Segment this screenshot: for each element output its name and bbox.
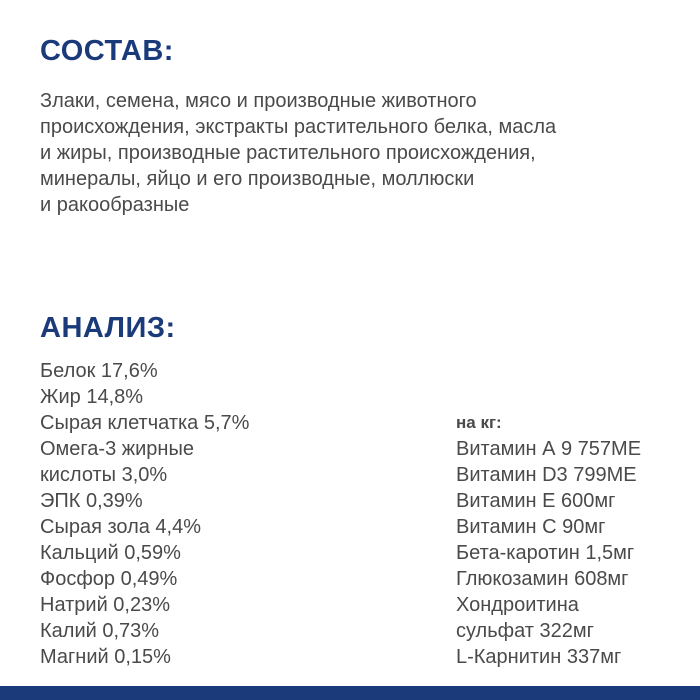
composition-line: Злаки, семена, мясо и производные животного (40, 90, 477, 112)
analysis-item: Фосфор 0,49% (40, 568, 178, 590)
vitamins-list (456, 436, 641, 670)
vitamin-item: L-Карнитин 337мг (456, 646, 622, 668)
vitamin-item: Витамин А 9 757МЕ (456, 438, 642, 460)
analysis-item: Магний 0,15% (40, 646, 171, 668)
bottom-accent-bar (0, 686, 700, 700)
analysis-item: Омега-3 жирные (40, 438, 194, 460)
composition-heading: СОСТАВ: (40, 35, 174, 67)
analysis-item: Натрий 0,23% (40, 594, 171, 616)
analysis-item: Калий 0,73% (40, 620, 160, 642)
vitamin-item: Витамин С 90мг (456, 516, 606, 538)
vitamin-item: Бета-каротин 1,5мг (456, 542, 635, 564)
analysis-item: кислоты 3,0% (40, 464, 168, 486)
composition-text (40, 88, 670, 218)
vitamin-item: Глюкозамин 608мг (456, 568, 629, 590)
analysis-heading: АНАЛИЗ: (40, 312, 176, 344)
composition-line: происхождения, экстракты растительного белка, масла (40, 116, 557, 138)
composition-line: и ракообразные (40, 194, 190, 216)
analysis-item: Белок 17,6% (40, 360, 158, 382)
composition-line: минералы, яйцо и его производные, моллюски (40, 168, 475, 190)
analysis-list (40, 358, 249, 670)
vitamin-item: Витамин D3 799МЕ (456, 464, 637, 486)
analysis-item: Жир 14,8% (40, 386, 144, 408)
vitamin-item: Хондроитина (456, 594, 579, 616)
analysis-item: ЭПК 0,39% (40, 490, 143, 512)
vitamin-item: сульфат 322мг (456, 620, 594, 642)
per-kg-label: на кг: (456, 413, 502, 432)
vitamin-item: Витамин Е 600мг (456, 490, 616, 512)
analysis-item: Сырая зола 4,4% (40, 516, 202, 538)
analysis-item: Сырая клетчатка 5,7% (40, 412, 250, 434)
analysis-item: Кальций 0,59% (40, 542, 181, 564)
composition-line: и жиры, производные растительного происхождения, (40, 142, 536, 164)
